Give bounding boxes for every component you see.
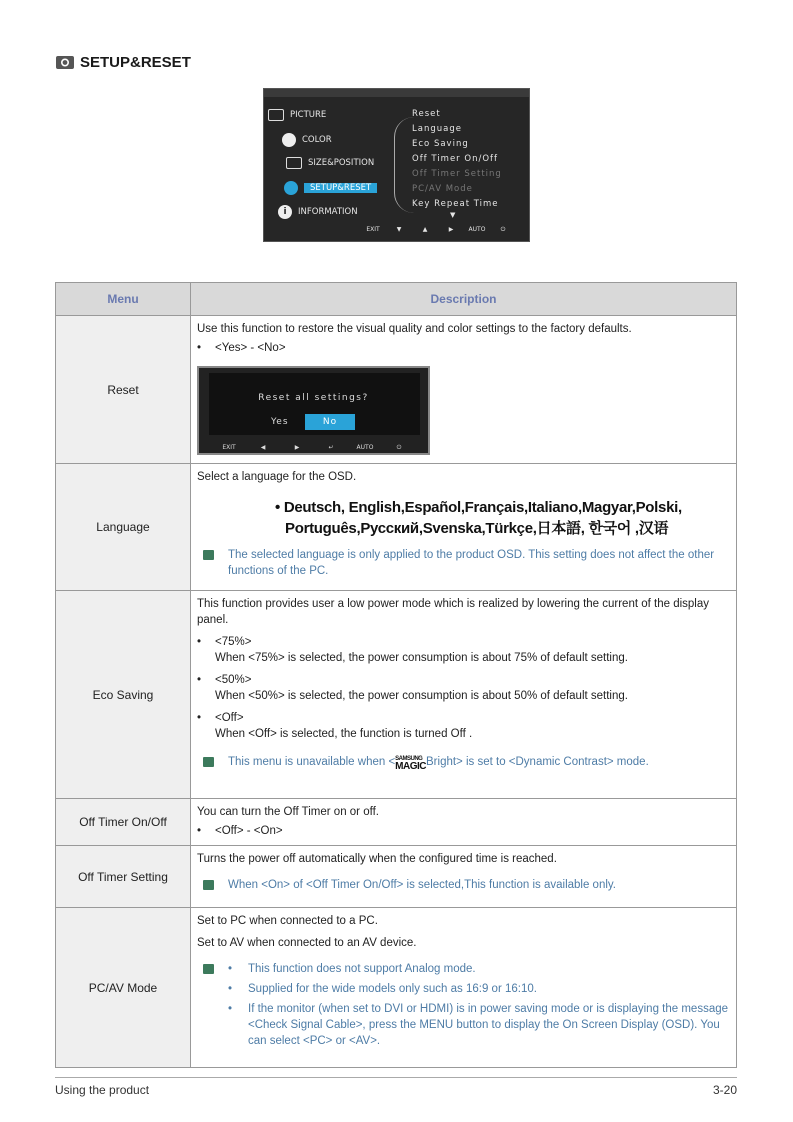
scroll-down-icon: ▼ (450, 211, 457, 219)
header-menu: Menu (56, 283, 191, 316)
osd-item-size-position: SIZE&POSITION (286, 157, 374, 169)
note-icon (203, 757, 214, 767)
right-icon: ▶ (294, 444, 300, 451)
osd-item-setup-reset: SETUP&RESET (284, 181, 377, 195)
menu-off-timer: Off Timer On/Off (56, 799, 191, 846)
menu-reset: Reset (56, 316, 191, 464)
osd-right-language: Language (412, 124, 462, 134)
reset-no: No (305, 414, 355, 430)
osd-item-picture: PICTURE (268, 109, 326, 121)
reset-dialog-screenshot (197, 366, 430, 455)
left-icon: ◀ (260, 444, 266, 451)
pcav-text-1: Set to PC when connected to a PC. (197, 915, 378, 927)
table-header-row (56, 283, 737, 316)
timer-setting-note: When <On> of <Off Timer On/Off> is selected,This function is available only. (228, 879, 616, 891)
menu-language: Language (56, 464, 191, 591)
setup-reset-icon (56, 56, 74, 69)
osd-right-eco-saving: Eco Saving (412, 139, 469, 149)
pcav-text-2: Set to AV when connected to an AV device. (197, 937, 417, 949)
osd-right-off-timer: Off Timer On/Off (412, 154, 498, 164)
pcav-note-3: If the monitor (when set to DVI or HDMI) is in power saving mode or is displaying the message <Check Signal Cable>, press the MENU button to display the On Screen Display (OSD). You can select <PC> or <AV>. (248, 1003, 729, 1047)
osd-right-pcav-mode: PC/AV Mode (412, 184, 473, 194)
table-row: Eco Saving This function provides user a low power mode which is realized by lowering the current of the display panel. • <75%> When <75%> is selected, the power consumption is about 75% of default setting. • <50%> When <50%> is selected, the power consumption is about 50% of default setting. • <Off> When <Off> is selected, the function is turned Off . This menu is unavailable when <SAMSUNG MAGICBright> is set to <Dynamic Contrast> mode. (56, 591, 737, 799)
power-icon: ⏻ (500, 226, 506, 233)
enter-icon: ↵ (328, 444, 334, 451)
note-icon (203, 880, 214, 890)
osd-right-reset: Reset (412, 109, 441, 119)
power-icon: ⏻ (396, 444, 402, 451)
osd-exit-button: EXIT (366, 226, 380, 233)
table-row: Off Timer On/Off You can turn the Off Timer on or off. • <Off> - <On> (56, 799, 737, 846)
language-note: The selected language is only applied to the product OSD. This setting does not affect the other functions of the PC. (228, 549, 715, 577)
menu-off-timer-setting: Off Timer Setting (56, 846, 191, 908)
note-icon (203, 964, 214, 974)
table-row: PC/AV Mode Set to PC when connected to a PC. Set to AV when connected to an AV device. • This function does not support Analog mode. • Supplied for the wide models only such as 16:9 or 16:10. • If the monitor (when set to DVI or HDMI) is in power saving mode or is displaying the message <Check Signal Cable>, press the MENU button to display the On Screen Display (OSD). You can select <PC> or <AV>. (56, 908, 737, 1068)
page-footer (55, 1077, 737, 1097)
menu-eco-saving: Eco Saving (56, 591, 191, 799)
osd-item-color: COLOR (282, 133, 332, 147)
reset-options: <Yes> - <No> (215, 342, 286, 354)
language-list: • Deutsch, English,Español,Français,Italiano,Magyar,Polski, Português,Русский,Svenska,Türkçe,日本語, 한국어 ,汉语 (275, 499, 682, 537)
size-position-icon (286, 157, 302, 169)
section-title (56, 54, 191, 71)
header-description: Description (191, 283, 737, 316)
samsung-magic-logo: SAMSUNG MAGIC (395, 756, 427, 772)
picture-icon (268, 109, 284, 121)
osd-menu-screenshot (263, 88, 530, 242)
timer-setting-description: Turns the power off automatically when the configured time is reached. (197, 853, 557, 865)
dialog-exit-button: EXIT (222, 444, 236, 451)
menu-pcav-mode: PC/AV Mode (56, 908, 191, 1068)
settings-table (55, 282, 737, 1068)
down-icon: ▼ (396, 226, 402, 233)
table-row (56, 846, 737, 908)
page-number: 3-20 (712, 1083, 737, 1097)
language-description: Select a language for the OSD. (197, 471, 357, 483)
timer-options: <Off> - <On> (215, 825, 283, 837)
section-title-text: SETUP&RESET (80, 54, 191, 71)
eco-note: This menu is unavailable when <SAMSUNG MAGICBright> is set to <Dynamic Contrast> mode. (228, 756, 649, 772)
footer-left: Using the product (55, 1083, 150, 1097)
timer-description: You can turn the Off Timer on or off. (197, 806, 379, 818)
table-row: Reset Use this function to restore the visual quality and color settings to the factory defaults. • <Yes> - <No> Reset all settings? Yes No EXIT ◀ ▶ ↵ AUTO ⏻ (56, 316, 737, 464)
osd-item-information: i INFORMATION (278, 205, 358, 219)
osd-auto-button: AUTO (468, 226, 486, 233)
pcav-note-1: This function does not support Analog mode. (248, 963, 476, 975)
note-icon (203, 550, 214, 560)
dialog-auto-button: AUTO (356, 444, 374, 451)
reset-yes: Yes (271, 417, 289, 427)
palette-icon (282, 133, 296, 147)
pcav-note-2: Supplied for the wide models only such as 16:9 or 16:10. (248, 983, 537, 995)
reset-description: Use this function to restore the visual quality and color settings to the factory defaults. (197, 323, 632, 335)
gear-icon (284, 181, 298, 195)
table-row (56, 464, 737, 591)
osd-right-key-repeat: Key Repeat Time (412, 199, 499, 209)
eco-description: This function provides user a low power mode which is realized by lowering the current of the display panel. (197, 598, 710, 626)
right-icon: ▶ (448, 226, 454, 233)
osd-right-off-timer-setting: Off Timer Setting (412, 169, 502, 179)
osd-button-bar (364, 226, 512, 234)
up-icon: ▲ (422, 226, 428, 233)
reset-question: Reset all settings? (258, 393, 369, 403)
info-icon: i (278, 205, 292, 219)
